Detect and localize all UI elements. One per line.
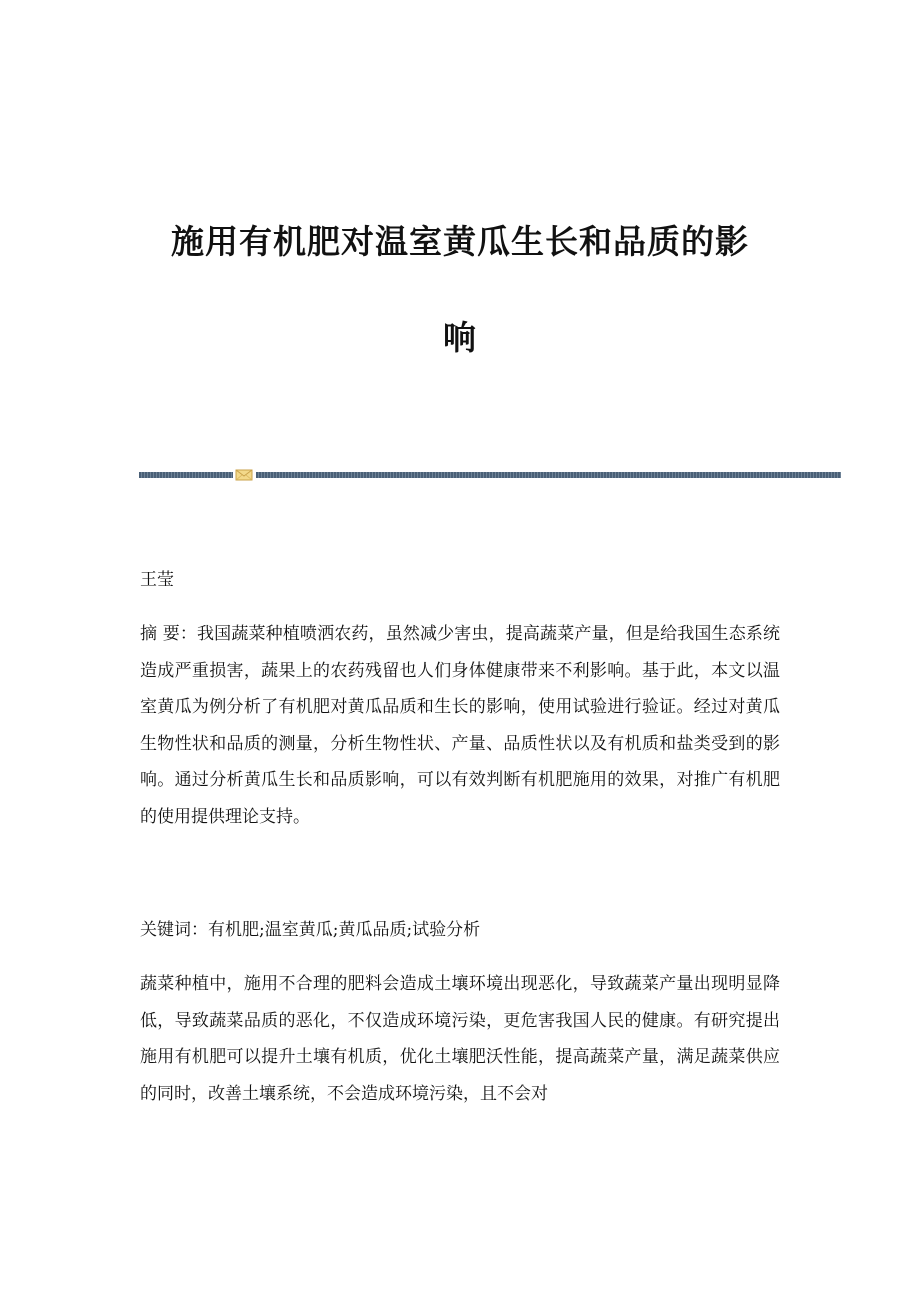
divider-bar-right [256, 472, 841, 478]
keywords-text: 有机肥;温室黄瓜;黄瓜品质;试验分析 [208, 920, 481, 940]
abstract-text: 我国蔬菜种植喷洒农药，虽然减少害虫，提高蔬菜产量，但是给我国生态系统造成严重损害，蔬果上的农药残留也人们身体健康带来不利影响。基于此，本文以温室黄瓜为例分析了有机肥对黄瓜品质和生长的影响，使用试验进行验证。经过对黄瓜生物性状和品质的测量，分析生物性状、产量、品质性状以及有机质和盐类受到的影响。通过分析黄瓜生长和品质影响，可以有效判断有机肥施用的效果，对推广有机肥的使用提供理论支持。 [140, 624, 781, 827]
envelope-icon [235, 469, 253, 481]
document-title-line-2: 响 [443, 318, 477, 357]
document-title-line-1: 施用有机肥对温室黄瓜生长和品质的影 [171, 222, 749, 261]
abstract-label: 摘 要： [140, 624, 198, 644]
title-divider [139, 469, 841, 481]
divider-bar-left [139, 472, 233, 478]
body-paragraph: 蔬菜种植中，施用不合理的肥料会造成土壤环境出现恶化，导致蔬菜产量出现明显降低，导致蔬菜品质的恶化，不仅造成环境污染，更危害我国人民的健康。有研究提出施用有机肥可以提升土壤有机质，优化土壤肥沃性能，提高蔬菜产量，满足蔬菜供应的同时，改善土壤系统，不会造成环境污染，且不会对 [140, 974, 780, 1104]
keywords-paragraph [140, 912, 780, 949]
keywords-label: 关键词： [140, 920, 208, 940]
author-name: 王莹 [140, 570, 174, 590]
abstract-paragraph [140, 616, 780, 836]
